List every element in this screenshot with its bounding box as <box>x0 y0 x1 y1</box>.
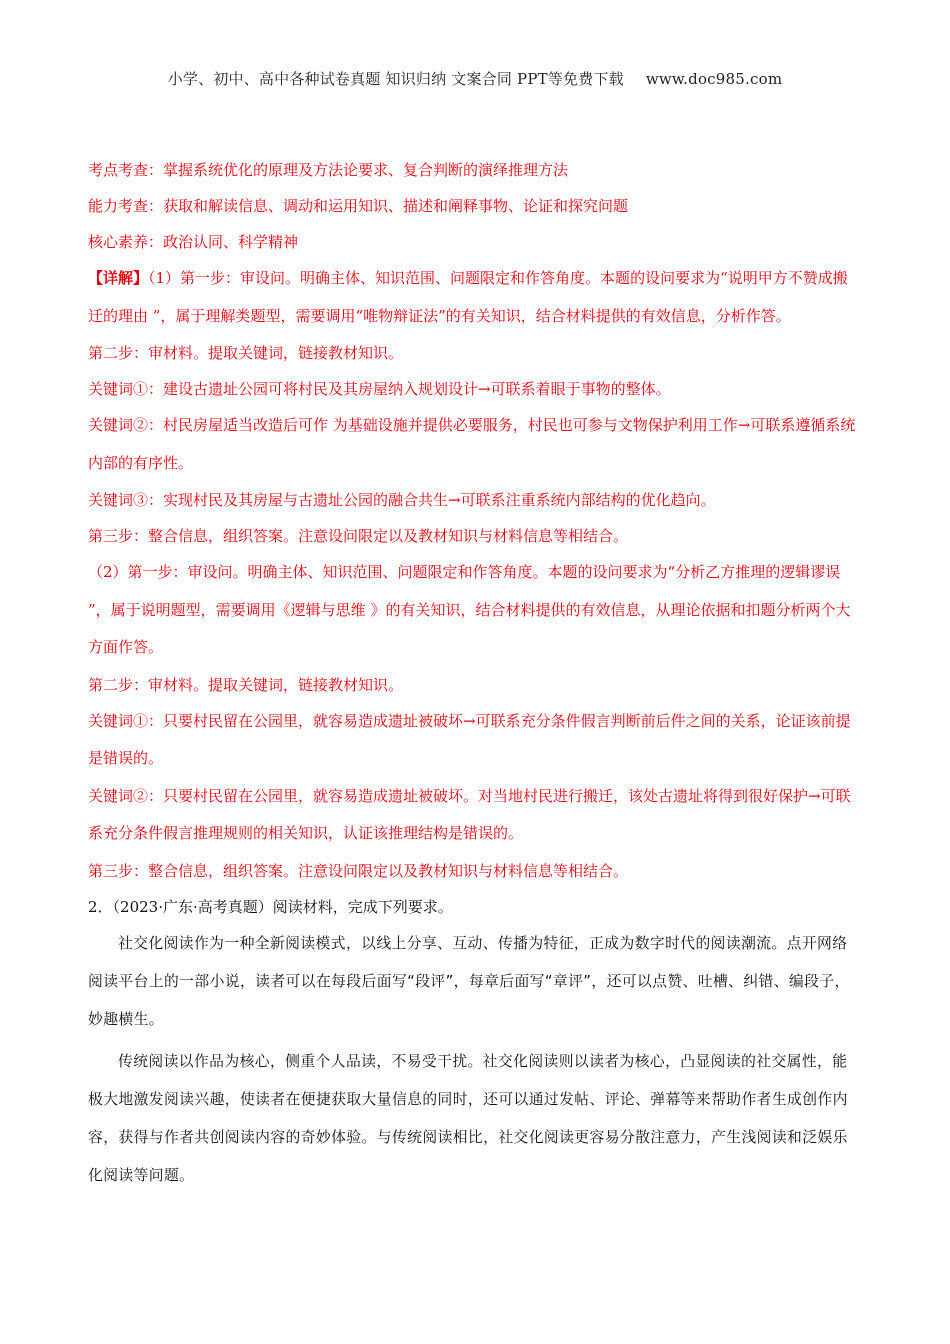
part2-keyword2: 关键词②：只要村民留在公园里，就容易造成遗址被破坏。对当地村民进行搬迁，该处古遗址将得到很好保护→可联系充分条件假言推理规则的相关知识，认证该推理结构是错误的。 <box>88 786 851 842</box>
header-url[interactable]: www.doc985.com <box>645 70 783 88</box>
part2-step3: 第三步：整合信息，组织答案。注意设问限定以及教材知识与材料信息等相结合。 <box>88 861 629 880</box>
material-paragraph-1: 社交化阅读作为一种全新阅读模式，以线上分享、互动、传播为特征，正成为数字时代的阅读潮流。点开网络阅读平台上的一部小说，读者可以在每段后面写“段评”，每章后面写“章评”，还可以点赞、吐槽、纠错、编段子，妙趣横生。 <box>88 934 850 1028</box>
question2-stem: 2．（2023·广东·高考真题）阅读材料，完成下列要求。 <box>88 897 453 916</box>
part1-keyword1: 关键词①：建设古遗址公园可将村民及其房屋纳入规划设计→可联系着眼于事物的整体。 <box>88 380 671 398</box>
part1-step3: 第三步：整合信息，组织答案。注意设问限定以及教材知识与材料信息等相结合。 <box>88 527 629 545</box>
part2-step2: 第二步：审材料。提取关键词，链接教材知识。 <box>88 675 404 694</box>
part2-keyword1: 关键词①：只要村民留在公园里，就容易造成遗址被破坏→可联系充分条件假言判断前后件之间的关系，论证该前提是错误的。 <box>88 711 851 767</box>
detail-tag: 【详解】 <box>88 269 149 287</box>
kaodian-line: 考点考查：掌握系统优化的原理及方法论要求、复合判断的演绎推理方法 <box>88 161 569 179</box>
detail-paragraph <box>88 260 860 335</box>
part2-step1: （2）第一步：审设问。明确主体、知识范围、问题限定和作答角度。本题的设问要求为“分析乙方推理的逻辑谬误 ”，属于说明题型，需要调用《逻辑与思维 》的有关知识，结合材料提供的有效信息，从理论依据和扣题分析两个大方面作答。 <box>88 563 851 656</box>
material-paragraph-2: 传统阅读以作品为核心，侧重个人品读，不易受干扰。社交化阅读则以读者为核心，凸显阅读的社交属性，能极大地激发阅读兴趣，使读者在便捷获取大量信息的同时，还可以通过发帖、评论、弹幕等来帮助作者生成创作内容，获得与作者共创阅读内容的奇妙体验。与传统阅读相比，社交化阅读更容易分散注意力，产生浅阅读和泛娱乐化阅读等问题。 <box>88 1052 848 1184</box>
part1-keyword3: 关键词③：实现村民及其房屋与古遗址公园的融合共生→可联系注重系统内部结构的优化趋向。 <box>88 491 716 509</box>
part1-step2: 第二步：审材料。提取关键词，链接教材知识。 <box>88 344 404 362</box>
nengli-line: 能力考查：获取和解读信息、调动和运用知识、描述和阐释事物、论证和探究问题 <box>88 197 629 215</box>
header-text: 小学、初中、高中各种试卷真题 知识归纳 文案合同 PPT等免费下载 <box>167 70 624 88</box>
part1-keyword2: 关键词②：村民房屋适当改造后可作 为基础设施并提供必要服务，村民也可参与文物保护利用工作→可联系遵循系统内部的有序性。 <box>88 416 856 472</box>
suyang-line: 核心素养：政治认同、科学精神 <box>88 233 299 251</box>
detail-part1-step1: （1）第一步：审设问。明确主体、知识范围、问题限定和作答角度。本题的设问要求为“说明甲方不赞成搬迁的理由 ”，属于理解类题型，需要调用“唯物辩证法”的有关知识，结合材料提供的有效信息，分析作答。 <box>88 269 848 325</box>
page-header <box>0 68 950 89</box>
page-content <box>88 152 860 1195</box>
